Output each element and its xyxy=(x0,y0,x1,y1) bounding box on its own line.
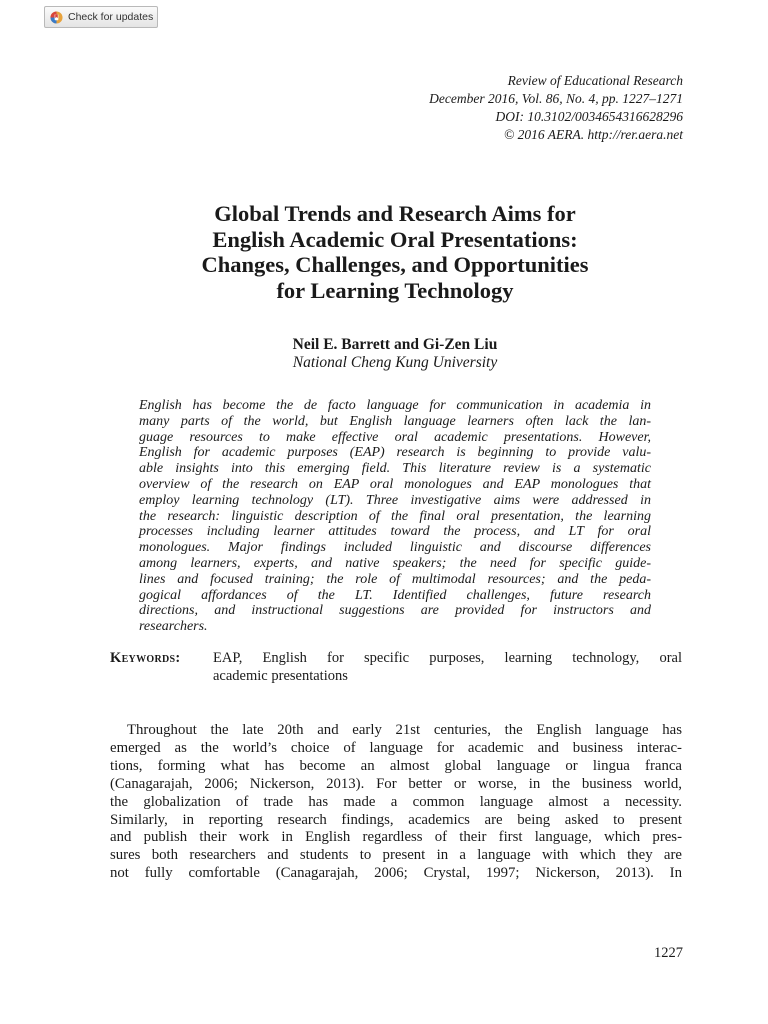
title-line: Global Trends and Research Aims for xyxy=(214,201,576,226)
abstract-line: guage resources to make effective oral academic presentations. However, xyxy=(139,429,651,445)
abstract-line: overview of the research on EAP oral monologues and EAP monologues that xyxy=(139,476,651,492)
abstract-line: English has become the de facto language for communication in academia in xyxy=(139,398,651,413)
abstract-line: directions, and instructional suggestions are provided for instructors and xyxy=(139,603,651,619)
body-line: (Canagarajah, 2006; Nickerson, 2013). For better or worse, in the business world, xyxy=(110,775,682,792)
body-line: not fully comfortable (Canagarajah, 2006; Crystal, 1997; Nickerson, 2013). In xyxy=(110,865,682,882)
abstract-line: the research: linguistic description of the final oral presentation, the learning xyxy=(139,508,651,524)
title-line: English Academic Oral Presentations: xyxy=(212,226,578,252)
body-line: tions, forming what has become an almost global language or lingua franca xyxy=(110,757,682,774)
keywords-text xyxy=(213,650,682,685)
keywords-line: academic presentations xyxy=(213,667,348,684)
article-title xyxy=(110,201,680,303)
body-line: sures both researchers and students to present in a language with which they are xyxy=(110,847,682,864)
journal-issue: December 2016, Vol. 86, No. 4, pp. 1227–1271 xyxy=(429,91,683,106)
body-line: the globalization of trade has made a common language almost a necessity. xyxy=(110,793,682,810)
check-for-updates-button[interactable] xyxy=(44,6,158,28)
authors: Neil E. Barrett and Gi-Zen Liu xyxy=(292,336,498,353)
journal-doi: DOI: 10.3102/0034654316628296 xyxy=(495,109,683,124)
abstract-line: employ learning technology (LT). Three investigative aims were addressed in xyxy=(139,492,651,508)
body-line: Throughout the late 20th and early 21st centuries, the English language has xyxy=(127,722,682,738)
journal-copyright: © 2016 AERA. http://rer.aera.net xyxy=(504,127,683,142)
abstract-line: monologues. Major findings included linguistic and discourse differences xyxy=(139,540,651,556)
body-line: emerged as the world’s choice of language for academic and business interac- xyxy=(110,739,682,756)
journal-name: Review of Educational Research xyxy=(507,73,683,88)
affiliation: National Cheng Kung University xyxy=(292,354,498,371)
abstract-line: among learners, experts, and native speakers; the need for specific guide- xyxy=(139,555,651,571)
body-line: and publish their work in English regardless of their first language, which pres- xyxy=(110,829,682,846)
abstract xyxy=(139,398,651,635)
crossmark-icon xyxy=(50,11,63,24)
body-line: Similarly, in reporting research findings, academics are being asked to present xyxy=(110,811,682,828)
journal-info xyxy=(429,72,683,144)
keywords-line: EAP, English for specific purposes, learning technology, oral xyxy=(213,650,682,666)
abstract-line: processes including learner attitudes toward the process, and LT for oral xyxy=(139,524,651,540)
abstract-line: researchers. xyxy=(139,619,208,635)
abstract-line: lines and focused training; the role of multimodal resources; and the peda- xyxy=(139,571,651,587)
abstract-line: English for academic purposes (EAP) research is beginning to provide valu- xyxy=(139,445,651,461)
title-line: Changes, Challenges, and Opportunities xyxy=(201,252,589,277)
check-for-updates-label: Check for updates xyxy=(68,11,154,23)
title-line: for Learning Technology xyxy=(276,277,514,303)
page-number: 1227 xyxy=(654,945,683,961)
keywords-label: Keywords: xyxy=(110,650,181,666)
abstract-line: able insights into this emerging field. This literature review is a systematic xyxy=(139,461,651,477)
abstract-line: many parts of the world, but English language learners often lack the lan- xyxy=(139,413,651,429)
abstract-line: gogical affordances of the LT. Identified challenges, future research xyxy=(139,587,651,603)
body-paragraph xyxy=(110,722,682,883)
